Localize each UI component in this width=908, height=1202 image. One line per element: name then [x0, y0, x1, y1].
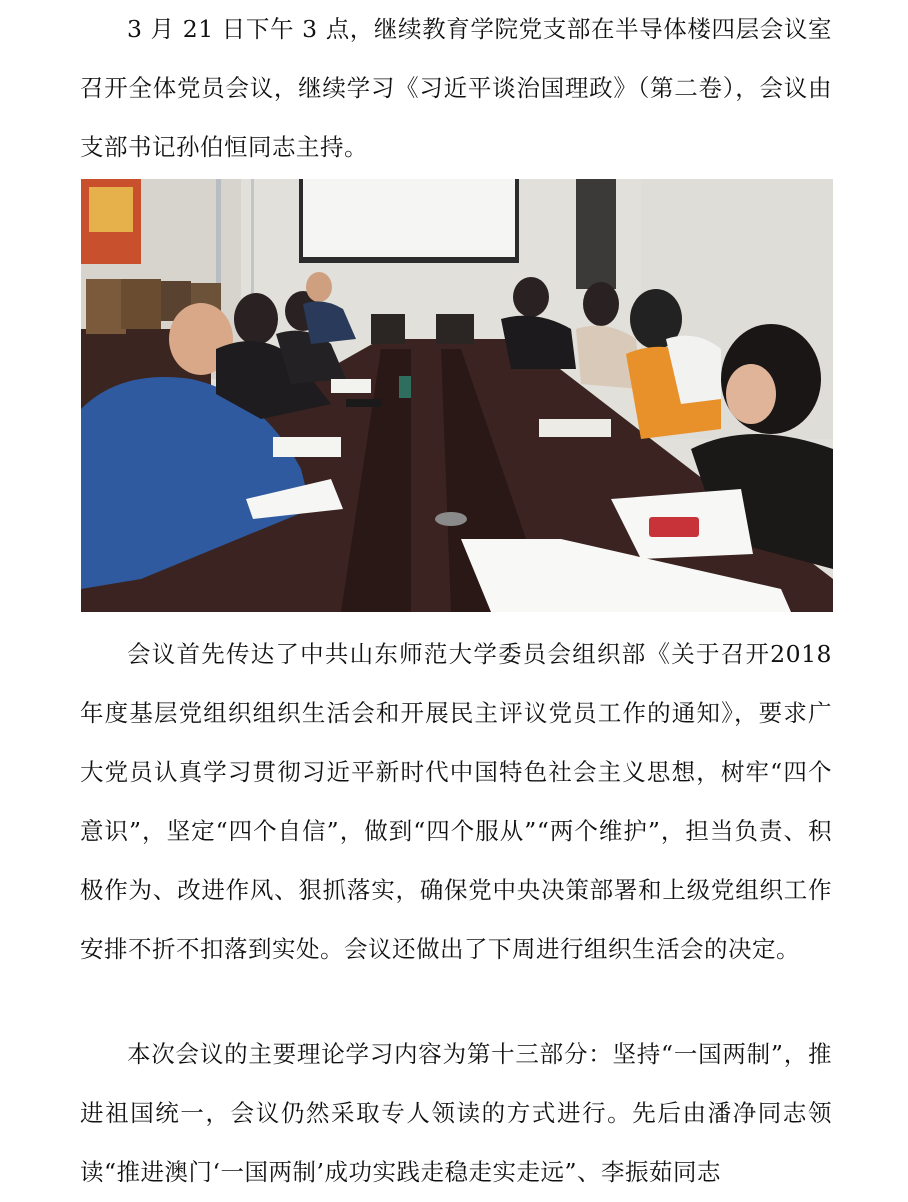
meeting-photo — [81, 179, 833, 612]
paragraph-meeting-content: 会议首先传达了中共山东师范大学委员会组织部《关于召开2018年度基层党组织组织生活会和开展民主评议党员工作的通知》，要求广大党员认真学习贯彻习近平新时代中国特色社会主义思想，树牢“四个意识”，坚定“四个自信”，做到“四个服从”“两个维护”，担当负责、积极作为、改进作风、狠抓落实，确保党中央决策部署和上级党组织工作安排不折不扣落到实处。会议还做出了下周进行组织生活会的决定。 — [80, 640, 832, 963]
paragraph-study-content: 本次会议的主要理论学习内容为第十三部分：坚持“一国两制”，推进祖国统一，会议仍然采取专人领读的方式进行。先后由潘净同志领读“推进澳门‘一国两制’成功实践走稳走实走远”、李振茹同志 — [80, 1040, 832, 1186]
paragraph-meeting-intro: 3 月 21 日下午 3 点，继续教育学院党支部在半导体楼四层会议室召开全体党员会议，继续学习《习近平谈治国理政》（第二卷），会议由支部书记孙伯恒同志主持。 — [80, 15, 832, 161]
